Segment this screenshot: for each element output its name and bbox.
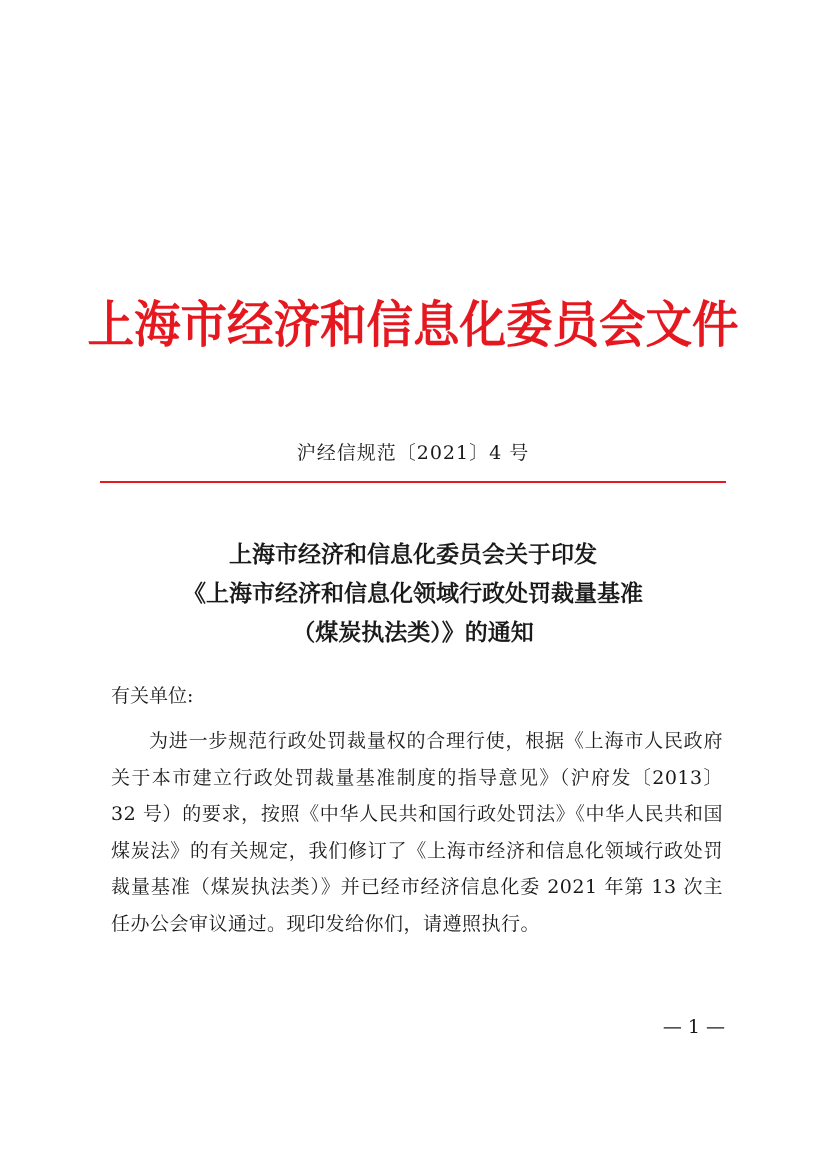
red-divider-line bbox=[100, 481, 726, 483]
document-number: 沪经信规范〔2021〕4 号 bbox=[296, 442, 530, 464]
masthead-title: 上海市经济和信息化委员会文件 bbox=[87, 295, 739, 354]
title-line-3: （煤炭执法类）》的通知 bbox=[292, 619, 534, 646]
title-line-2: 《上海市经济和信息化领域行政处罚裁量基准 bbox=[183, 580, 643, 607]
salutation: 有关单位: bbox=[111, 685, 194, 707]
body-paragraph: 为进一步规范行政处罚裁量权的合理行使，根据《上海市人民政府关于本市建立行政处罚裁量基准制度的指导意见》（沪府发〔2013〕32 号）的要求，按照《中华人民共和国行政处罚法》《中华人民共和国煤炭法》的有关规定，我们修订了《上海市经济和信息化领域行政处罚裁量基准（煤炭执法类）》并已经市经济信息化委 2021 年第 13 次主任办公会审议通过。现印发给你们，请遵照执行。 bbox=[111, 730, 723, 935]
notice-title bbox=[100, 535, 726, 652]
title-line-1: 上海市经济和信息化委员会关于印发 bbox=[229, 541, 597, 568]
page-number: — 1 — bbox=[662, 1016, 725, 1038]
